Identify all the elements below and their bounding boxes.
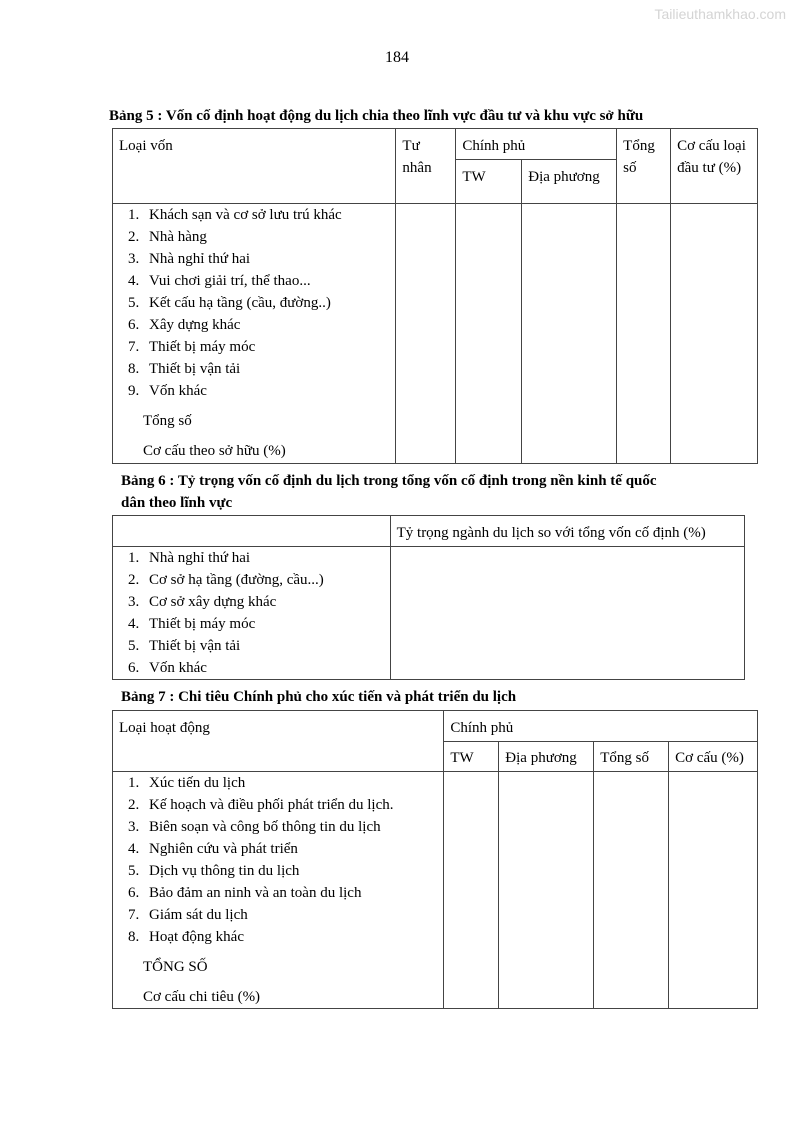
header-co-cau: Cơ cấu loại đầu tư (%) [671, 129, 758, 204]
table7-caption: Bảng 7 : Chi tiêu Chính phủ cho xúc tiến và phát triển du lịch [121, 689, 517, 705]
table7 [112, 710, 758, 1009]
list-item: 8. Thiết bị vận tải [143, 358, 389, 380]
table6-body-list [113, 547, 391, 680]
cell-empty [456, 204, 522, 464]
list-item: 1. Xúc tiến du lịch [143, 772, 437, 794]
cell-empty [444, 772, 499, 1009]
table6 [112, 515, 745, 680]
list-item: 7. Thiết bị máy móc [143, 336, 389, 358]
header-dia-phuong: Địa phương [499, 742, 594, 772]
page-number: 184 [385, 49, 409, 66]
cell-empty [617, 204, 671, 464]
cell-empty [499, 772, 594, 1009]
list-item: 6. Vốn khác [143, 657, 384, 679]
table5 [112, 128, 758, 464]
header-tu-nhan: Tư nhân [396, 129, 456, 204]
cell-empty [390, 547, 744, 680]
table5-total-label: Tổng số [143, 413, 192, 429]
list-item: 2. Cơ sở hạ tầng (đường, cầu...) [143, 569, 384, 591]
table6-items [119, 547, 384, 679]
list-item: 4. Nghiên cứu và phát triển [143, 838, 437, 860]
cell-empty [671, 204, 758, 464]
header-tw: TW [444, 742, 499, 772]
list-item: 2. Nhà hàng [143, 226, 389, 248]
header-tw: TW [456, 160, 522, 204]
table6-caption-line1: Bảng 6 : Tỷ trọng vốn cố định du lịch trong tổng vốn cố định trong nền kinh tế quốc [121, 473, 657, 489]
cell-empty [396, 204, 456, 464]
watermark: Tailieuthamkhao.com [654, 6, 786, 22]
list-item: 1. Nhà nghỉ thứ hai [143, 547, 384, 569]
list-item: 4. Vui chơi giải trí, thể thao... [143, 270, 389, 292]
table7-items [119, 772, 437, 948]
list-item: 1. Khách sạn và cơ sở lưu trú khác [143, 204, 389, 226]
list-item: 8. Hoạt động khác [143, 926, 437, 948]
table7-structure-label: Cơ cấu chi tiêu (%) [143, 989, 261, 1005]
cell-empty [522, 204, 617, 464]
table6-caption-line2: dân theo lĩnh vực [121, 495, 233, 511]
header-chinh-phu: Chính phủ [444, 711, 758, 742]
list-item: 4. Thiết bị máy móc [143, 613, 384, 635]
list-item: 9. Vốn khác [143, 380, 389, 402]
list-item: 5. Dịch vụ thông tin du lịch [143, 860, 437, 882]
cell-empty [113, 516, 391, 547]
header-chinh-phu: Chính phủ [456, 129, 617, 160]
table5-body-list [113, 204, 396, 464]
table5-caption: Bảng 5 : Vốn cố định hoạt động du lịch chia theo lĩnh vực đầu tư và khu vực sở hữu [109, 108, 644, 124]
table7-total-label: TỔNG SỐ [143, 959, 208, 975]
list-item: 3. Nhà nghỉ thứ hai [143, 248, 389, 270]
table5-structure-label: Cơ cấu theo sở hữu (%) [143, 443, 286, 459]
header-loai-von: Loại vốn [113, 129, 396, 204]
table7-body-list [113, 772, 444, 1009]
header-dia-phuong: Địa phương [522, 160, 617, 204]
list-item: 6. Bảo đảm an ninh và an toàn du lịch [143, 882, 437, 904]
header-tong-so: Tổng số [617, 129, 671, 204]
header-co-cau: Cơ cấu (%) [669, 742, 758, 772]
cell-empty [594, 772, 669, 1009]
header-tong-so: Tổng số [594, 742, 669, 772]
list-item: 6. Xây dựng khác [143, 314, 389, 336]
header-loai-hoat-dong: Loại hoạt động [113, 711, 444, 772]
list-item: 5. Thiết bị vận tải [143, 635, 384, 657]
table6-header: Tỷ trọng ngành du lịch so với tổng vốn cố định (%) [390, 516, 744, 547]
list-item: 3. Biên soạn và công bố thông tin du lịch [143, 816, 437, 838]
list-item: 7. Giám sát du lịch [143, 904, 437, 926]
table5-items [119, 204, 389, 402]
list-item: 2. Kế hoạch và điều phối phát triển du lịch. [143, 794, 437, 816]
list-item: 3. Cơ sở xây dựng khác [143, 591, 384, 613]
list-item: 5. Kết cấu hạ tầng (cầu, đường..) [143, 292, 389, 314]
cell-empty [669, 772, 758, 1009]
